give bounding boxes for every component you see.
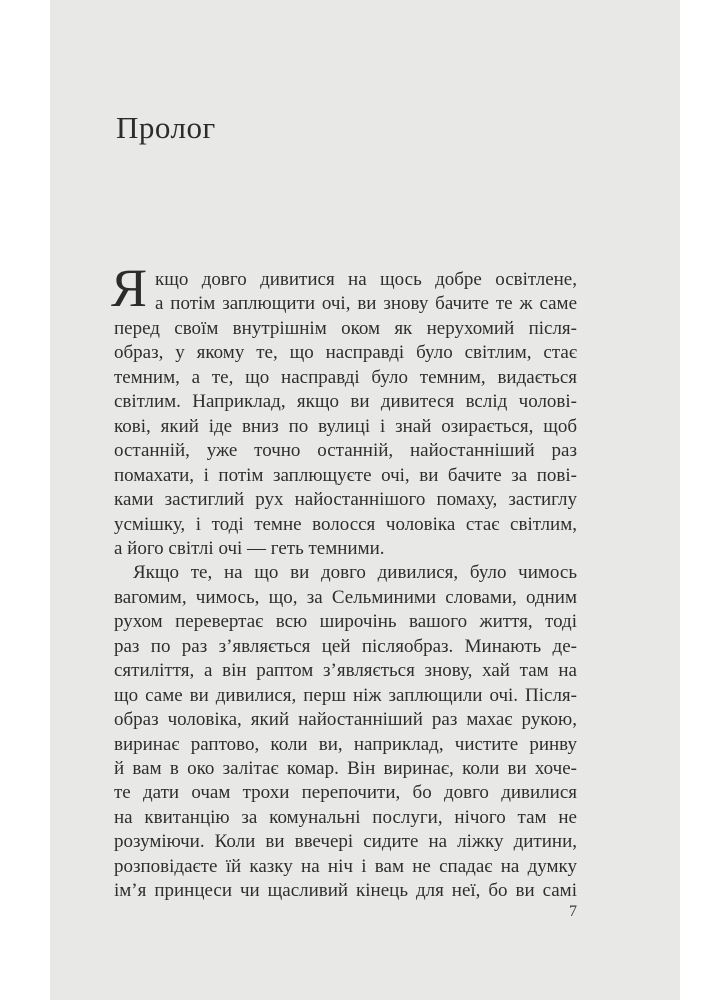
- body-line: виринає раптово, коли ви, наприклад, чистите ринву: [114, 733, 577, 755]
- body-line: кщо довго дивитися на щось добре освітлене,: [155, 269, 577, 290]
- body-line: на квитанцію за комунальні послуги, нічого там не: [114, 806, 577, 828]
- body-line: усмішку, і тоді темне волосся чоловіка стає світлим,: [114, 513, 577, 535]
- body-line: Якщо те, на що ви довго дивилися, було чимось: [133, 562, 577, 584]
- body-line: світлим. Наприклад, якщо ви дивитеся вслід чолові-: [114, 391, 577, 413]
- body-line: темним, а те, що насправді було темним, видається: [114, 366, 577, 388]
- chapter-title: Пролог: [116, 110, 216, 145]
- body-line: кові, який іде вниз по вулиці і знай озирається, щоб: [114, 415, 577, 437]
- body-line: образ, у якому те, що насправді було світлим, стає: [114, 342, 577, 364]
- body-line: помахати, і потім заплющуєте очі, ви бачите за пові-: [114, 464, 577, 486]
- body-line: вагомим, чимось, що, за Сельминими словами, одним: [114, 586, 577, 608]
- body-line: розповідаєте їй казку на ніч і вам не спадає на думку: [114, 855, 577, 877]
- body-line: розуміючи. Коли ви ввечері сидите на ліжку дитини,: [114, 831, 577, 853]
- body-line: а його світлі очі — геть темними.: [114, 537, 385, 559]
- body-line: ками застиглий рух найостаннішого помаху, застиглу: [114, 489, 577, 511]
- body-line: перед своїм внутрішнім оком як нерухомий після-: [114, 317, 577, 339]
- book-page: [50, 0, 680, 1000]
- body-line: а потім заплющити очі, ви знову бачите те ж саме: [155, 293, 577, 315]
- body-line: ім’я принцеси чи щасливий кінець для неї, бо ви самі: [114, 880, 577, 902]
- body-line: рухом перевертає всю широчінь вашого життя, тоді: [114, 611, 577, 633]
- body-line: останній, уже точно останній, найостанніший раз: [114, 440, 577, 462]
- body-line: те дати очам трохи перепочити, бо довго дивилися: [114, 782, 577, 804]
- drop-cap: Я: [111, 258, 148, 318]
- body-line: образ чоловіка, який найостанніший раз махає рукою,: [114, 709, 577, 731]
- body-line: й вам в око залітає комар. Він виринає, коли ви хоче-: [114, 758, 577, 779]
- body-line: раз по раз з’являється цей післяобраз. Минають де-: [114, 635, 577, 657]
- body-line: сятиліття, а він раптом з’являється знову, хай там на: [114, 660, 577, 682]
- body-line: що саме ви дивилися, перш ніж заплющили очі. Після-: [114, 684, 577, 706]
- page-number: 7: [569, 903, 577, 920]
